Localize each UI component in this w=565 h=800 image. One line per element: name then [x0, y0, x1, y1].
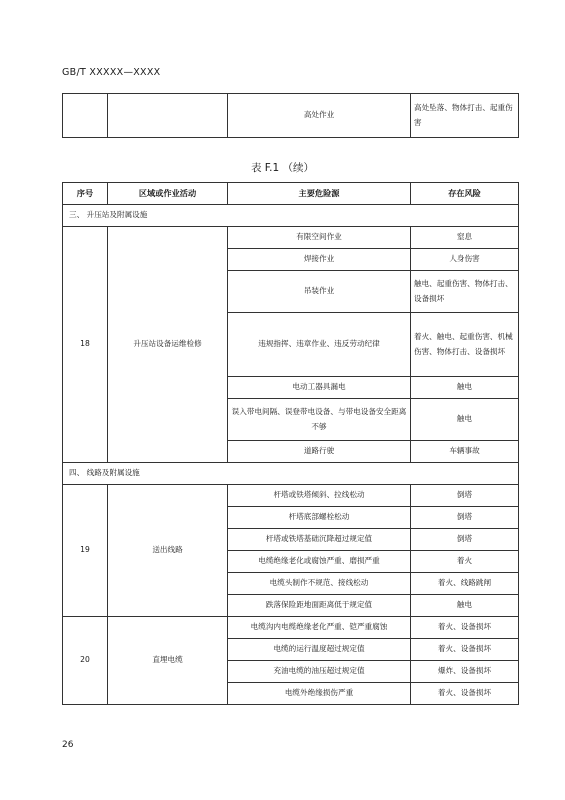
hazard-cell: 杆塔底部螺栓松动 — [228, 507, 411, 529]
risk-cell: 倒塔 — [411, 529, 519, 551]
hazard-cell: 道路行驶 — [228, 441, 411, 463]
page-number: 26 — [62, 740, 74, 750]
risk-cell: 车辆事故 — [411, 441, 519, 463]
hazard-cell: 吊装作业 — [228, 271, 411, 313]
cont-risk-cell: 高处坠落、物体打击、起重伤害 — [411, 94, 519, 138]
hazard-cell: 杆塔或铁塔基础沉降超过规定值 — [228, 529, 411, 551]
hazard-cell: 电缆绝缘老化或腐蚀严重、磨损严重 — [228, 551, 411, 573]
hazard-cell: 电缆的运行温度超过规定值 — [228, 639, 411, 661]
hazard-cell: 电缆头制作不规范、接线松动 — [228, 573, 411, 595]
hazard-cell: 杆塔或铁塔倾斜、拉线松动 — [228, 485, 411, 507]
area-cell: 送出线路 — [108, 485, 228, 617]
table-row — [63, 227, 519, 249]
risk-cell: 着火、设备损坏 — [411, 683, 519, 705]
table-row — [63, 617, 519, 639]
risk-cell: 人身伤害 — [411, 249, 519, 271]
row-number: 18 — [63, 227, 108, 463]
hazard-cell: 误入带电间隔、误登带电设备、与带电设备安全距离不够 — [228, 399, 411, 441]
risk-cell: 触电 — [411, 399, 519, 441]
section-title: 四、 线路及附属设施 — [63, 463, 519, 485]
cont-hazard-cell: 高处作业 — [228, 94, 411, 138]
hazard-cell: 电缆外绝缘损伤严重 — [228, 683, 411, 705]
section-row — [63, 205, 519, 227]
risk-cell: 倒塔 — [411, 485, 519, 507]
risk-cell: 爆炸、设备损坏 — [411, 661, 519, 683]
continued-table — [62, 93, 519, 138]
hazard-cell: 充油电缆的油压超过规定值 — [228, 661, 411, 683]
column-header: 存在风险 — [411, 183, 519, 205]
hazard-cell: 电缆沟内电缆绝缘老化严重、铠严重腐蚀 — [228, 617, 411, 639]
section-row — [63, 463, 519, 485]
risk-cell: 触电、起重伤害、物体打击、设备损坏 — [411, 271, 519, 313]
hazard-cell: 焊接作业 — [228, 249, 411, 271]
area-cell: 直埋电缆 — [108, 617, 228, 705]
table-header-row — [63, 183, 519, 205]
standard-code: GB/T XXXXX—XXXX — [62, 67, 161, 78]
risk-cell: 倒塔 — [411, 507, 519, 529]
hazard-cell: 违规指挥、违章作业、违反劳动纪律 — [228, 313, 411, 377]
hazard-cell: 有限空间作业 — [228, 227, 411, 249]
column-header: 主要危险源 — [228, 183, 411, 205]
column-header: 序号 — [63, 183, 108, 205]
risk-cell: 着火、设备损坏 — [411, 639, 519, 661]
row-number: 20 — [63, 617, 108, 705]
cont-area-cell — [108, 94, 228, 138]
area-cell: 升压站设备运维检修 — [108, 227, 228, 463]
risk-cell: 着火 — [411, 551, 519, 573]
cont-no-cell — [63, 94, 108, 138]
hazard-cell: 电动工器具漏电 — [228, 377, 411, 399]
risk-cell: 着火、触电、起重伤害、机械伤害、物体打击、设备损坏 — [411, 313, 519, 377]
hazard-cell: 跌落保险距地面距离低于规定值 — [228, 595, 411, 617]
risk-cell: 触电 — [411, 377, 519, 399]
column-header: 区域或作业活动 — [108, 183, 228, 205]
row-number: 19 — [63, 485, 108, 617]
risk-cell: 窒息 — [411, 227, 519, 249]
risk-cell: 触电 — [411, 595, 519, 617]
risk-cell: 着火、设备损坏 — [411, 617, 519, 639]
section-title: 三、 升压站及附属设施 — [63, 205, 519, 227]
table-row — [63, 485, 519, 507]
hazard-table — [62, 182, 519, 705]
table-caption: 表 F.1 （续） — [250, 162, 315, 174]
risk-cell: 着火、线路跳闸 — [411, 573, 519, 595]
